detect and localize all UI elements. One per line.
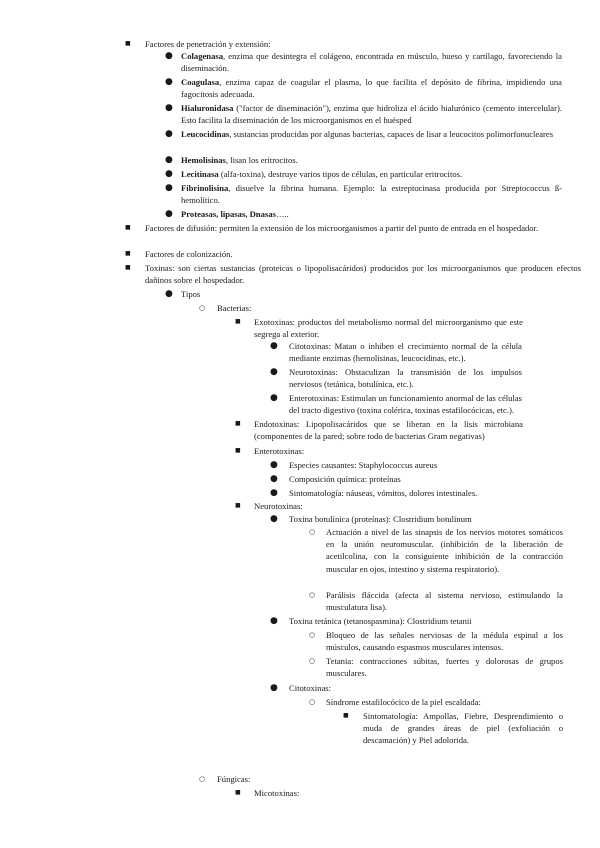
list-item	[270, 615, 522, 627]
bullet-marker: ●	[165, 103, 173, 113]
bullet-marker: ●	[270, 488, 278, 498]
item-text: Factores de difusión: permiten la extensión de los microorganismos a partir del punto de entrada en el hospedador.	[145, 223, 539, 233]
list-item	[165, 76, 562, 100]
item-text: Factores de colonización.	[145, 249, 233, 259]
item-term: Fibrinolisina	[181, 183, 229, 193]
bullet-marker: ●	[270, 474, 278, 484]
bullet-marker: ●	[165, 77, 173, 87]
bullet-marker: ●	[270, 460, 278, 470]
item-text: (alfa-toxina), destruye varios tipos de células, en particular eritrocitos.	[218, 169, 463, 179]
bullet-marker: ●	[165, 155, 173, 165]
item-text: Toxinas: son ciertas sustancias (proteicas o lipopolisacáridos) producidos por los microorganismos que producen efectos dañinos sobre el hospedador.	[145, 263, 581, 286]
item-text: , enzima capaz de coagular el plasma, lo que facilita el depósito de fibrina, impidiendo una fagocitosis adecuada.	[181, 77, 562, 100]
bullet-marker: ●	[270, 341, 278, 351]
bullet-marker: ●	[165, 209, 173, 219]
list-item	[343, 710, 563, 747]
bullet-marker: ●	[270, 514, 278, 524]
list-item	[165, 168, 562, 180]
item-text: Citotoxinas:	[289, 683, 332, 693]
list-item	[235, 787, 523, 799]
list-item	[309, 629, 563, 653]
list-item	[270, 487, 522, 499]
bullet-marker: ○	[309, 591, 316, 599]
bullet-marker: ●	[165, 183, 173, 193]
bullet-marker: ●	[165, 51, 173, 61]
item-term: Proteasas, lipasas, Dnasas	[181, 209, 276, 219]
list-item	[165, 288, 562, 300]
list-item	[309, 696, 563, 708]
bullet-marker: ●	[270, 616, 278, 626]
item-text: …..	[275, 209, 289, 219]
list-item	[125, 262, 581, 286]
bullet-marker: ■	[125, 224, 131, 231]
list-item	[125, 248, 581, 260]
bullet-marker: ○	[309, 528, 316, 536]
list-item	[309, 655, 563, 679]
item-text: Bloqueo de las señales nerviosas de la médula espinal a los músculos, causando espasmos musculares intensos.	[326, 630, 563, 653]
list-item	[235, 418, 523, 442]
bullet-marker: ○	[309, 698, 316, 706]
item-text: Composición química: proteínas	[289, 474, 401, 484]
item-text: Factores de penetración y extensión:	[145, 39, 271, 49]
bullet-marker: ■	[235, 447, 241, 454]
item-text: Neurotoxinas: Obstaculizan la transmisión de los impulsos nerviosos (tetánica, botulínica, etc.).	[289, 367, 522, 390]
item-text: Tetania: contracciones súbitas, fuertes y dolorosas de grupos musculares.	[326, 656, 563, 679]
bullet-marker: ○	[199, 304, 206, 312]
bullet-marker: ○	[309, 631, 316, 639]
bullet-marker: ●	[165, 289, 173, 299]
item-text: Citotoxinas: Matan o inhiben el crecimiento normal de la célula mediante enzimas (hemolisinas, leucocidinas, etc.).	[289, 341, 522, 364]
list-item	[270, 513, 522, 525]
list-item	[165, 208, 562, 220]
list-item	[235, 445, 523, 457]
bullet-marker: ●	[270, 393, 278, 403]
item-text: Especies causantes: Staphylococcus aureus	[289, 460, 438, 470]
list-item	[270, 340, 522, 364]
bullet-marker: ●	[165, 169, 173, 179]
list-item	[270, 366, 522, 390]
bullet-marker: ■	[235, 502, 241, 509]
item-text: Sintomatología: náuseas, vómitos, dolores intestinales.	[289, 488, 478, 498]
item-text: , disuelve la fibrina humana. Ejemplo: la estreptocinasa producida por Streptococcus ß-hemolítico.	[181, 183, 562, 206]
item-text: Toxina tetánica (tetanospasmina): Clostridium tetanii	[289, 616, 472, 626]
item-term: Coagulasa	[181, 77, 220, 87]
list-item	[309, 526, 563, 575]
item-text: Fúngicas:	[217, 774, 251, 784]
item-text: Micotoxinas:	[254, 788, 300, 798]
item-term: Leucocidinas	[181, 129, 230, 139]
list-item	[165, 102, 562, 126]
list-item	[125, 222, 581, 234]
bullet-marker: ○	[309, 657, 316, 665]
list-item	[165, 182, 562, 206]
list-item	[199, 302, 560, 314]
item-text: Neurotoxinas:	[254, 501, 303, 511]
item-text: Tipos	[181, 289, 201, 299]
list-item	[270, 392, 522, 416]
list-item	[199, 773, 560, 785]
item-text: Toxina botulínica (proteínas): Clostridium botulinum	[289, 514, 472, 524]
item-text: Endotoxinas: Lipopolisacáridos que se liberan en la lisis microbiana (componentes de la pared; sobre todo de bacterias Gram negativas)	[254, 419, 523, 442]
bullet-marker: ■	[235, 318, 241, 325]
list-item	[165, 128, 562, 140]
bullet-marker: ■	[235, 420, 241, 427]
list-item	[165, 50, 562, 74]
list-item	[270, 473, 522, 485]
list-item	[235, 500, 523, 512]
bullet-marker: ●	[270, 683, 278, 693]
item-text: , sustancias producidas por algunas bacterias, capaces de lisar a leucocitos polimorfonucleares	[229, 129, 554, 139]
item-text: Enterotoxinas:	[254, 446, 305, 456]
item-term: Hemolisinas	[181, 155, 226, 165]
list-item	[309, 589, 563, 613]
bullet-marker: ○	[199, 775, 206, 783]
item-term: Colagenasa	[181, 51, 224, 61]
bullet-marker: ■	[125, 264, 131, 271]
item-text: ("factor de diseminación"), enzima que hidroliza el ácido hialurónico (cemento intercelular). Esto facilita la diseminación de los microorganismos en el huésped	[181, 103, 562, 126]
item-text: , enzima que desintegra el colágeno, encontrada en músculo, hueso y cartílago, favoreciendo la diseminación.	[181, 51, 562, 74]
list-item	[165, 154, 562, 166]
list-item	[125, 38, 581, 50]
bullet-marker: ■	[235, 789, 241, 796]
item-text: , lisan los eritrocitos.	[225, 155, 298, 165]
item-text: Sintomatología: Ampollas, Fiebre, Desprendimiento o muda de grandes áreas de piel (exfoliación o descamación) y Piel adolorida.	[363, 711, 563, 746]
item-text: Actuación a nivel de las sinapsis de los nervios motores somáticos en la unión neuromuscular. (inhibición de la liberación de acetilcolina, con la consiguiente inhibición de la contracción muscular en ojos, intestino y sistema respiratorio).	[326, 527, 563, 574]
item-text: Bacterias:	[217, 303, 252, 313]
item-text: Síndrome estafilocócico de la piel escaldada:	[326, 697, 481, 707]
bullet-marker: ■	[343, 712, 349, 719]
list-item	[235, 316, 523, 340]
list-item	[270, 459, 522, 471]
bullet-marker: ■	[125, 250, 131, 257]
bullet-marker: ■	[125, 40, 131, 47]
item-text: Exotoxinas: productos del metabolismo normal del microorganismo que este segrega al exterior.	[254, 317, 523, 340]
item-term: Hialuronidasa	[181, 103, 234, 113]
list-item	[270, 682, 522, 694]
item-text: Enterotoxinas: Estimulan un funcionamiento anormal de las células del tracto digestivo (toxina colérica, toxinas estafilocócicas, etc.).	[289, 393, 522, 416]
item-term: Lecitinasa	[181, 169, 219, 179]
bullet-marker: ●	[270, 367, 278, 377]
item-text: Parálisis fláccida (afecta al sistema nervioso, estimulando la musculatura lisa).	[326, 590, 563, 613]
bullet-marker: ●	[165, 129, 173, 139]
